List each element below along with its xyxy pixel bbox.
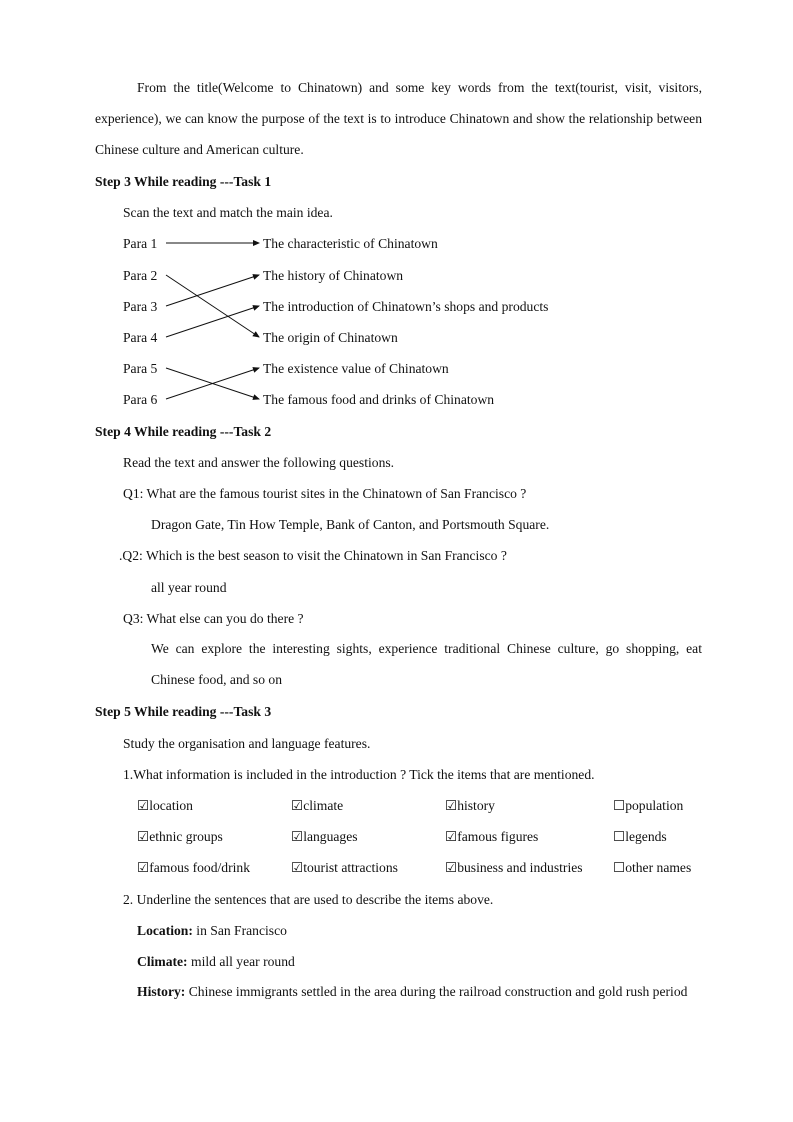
unchecked-box-icon: ☐ <box>613 798 626 813</box>
para-label: Para 5 <box>123 361 158 376</box>
location-line <box>137 924 287 938</box>
para-label: Para 1 <box>123 236 158 251</box>
checklist-item <box>291 830 358 844</box>
step5-question-1: 1.What information is included in the introduction ? Tick the items that are mentioned. <box>123 767 595 782</box>
checked-box-icon: ☑ <box>445 860 458 875</box>
checklist-label: ethnic groups <box>149 829 223 844</box>
checklist-label: famous food/drink <box>149 860 250 875</box>
history-label: History: <box>137 984 186 999</box>
checklist-label: languages <box>303 829 358 844</box>
checklist-label: location <box>149 798 193 813</box>
step3-instruction: Scan the text and match the main idea. <box>123 205 333 220</box>
history-line <box>137 976 716 1007</box>
main-idea: The famous food and drinks of Chinatown <box>263 392 495 407</box>
step4-heading: Step 4 While reading ---Task 2 <box>95 424 272 439</box>
checklist-label: history <box>457 798 495 813</box>
match-arrow <box>166 306 259 337</box>
main-idea: The characteristic of Chinatown <box>263 236 438 251</box>
main-idea: The introduction of Chinatown’s shops and products <box>263 299 549 314</box>
match-arrow <box>166 275 259 306</box>
checklist-item <box>291 799 343 813</box>
answer-3: We can explore the interesting sights, experience traditional Chinese culture, go shopping, eat Chinese food, and so on <box>151 641 702 688</box>
location-text: in San Francisco <box>192 923 287 938</box>
checklist-label: tourist attractions <box>303 860 398 875</box>
checked-box-icon: ☑ <box>445 829 458 844</box>
checklist-label: other names <box>625 860 692 875</box>
para-label: Para 2 <box>123 268 158 283</box>
main-idea: The existence value of Chinatown <box>263 361 449 376</box>
para-label: Para 3 <box>123 299 158 314</box>
checked-box-icon: ☑ <box>137 860 150 875</box>
checked-box-icon: ☑ <box>137 829 150 844</box>
para-label: Para 4 <box>123 330 158 345</box>
question-3: Q3: What else can you do there ? <box>123 611 304 626</box>
intro-paragraph: From the title(Welcome to Chinatown) and some key words from the text(tourist, visit, visitors, experience), we can know the purpose of the text is to introduce Chinatown and show the relationship between Chinese culture and American culture. <box>95 80 702 158</box>
step5-heading: Step 5 While reading ---Task 3 <box>95 704 272 719</box>
para-label: Para 6 <box>123 392 158 407</box>
question-1: Q1: What are the famous tourist sites in the Chinatown of San Francisco ? <box>123 486 527 501</box>
step5-instruction: Study the organisation and language features. <box>123 736 371 751</box>
match-arrow <box>166 275 259 337</box>
climate-label: Climate: <box>137 954 188 969</box>
checklist-label: climate <box>303 798 344 813</box>
match-lines <box>0 0 793 420</box>
unchecked-box-icon: ☐ <box>613 829 626 844</box>
checklist-item <box>445 861 583 875</box>
location-label: Location: <box>137 923 193 938</box>
checklist-label: population <box>625 798 684 813</box>
climate-line <box>137 955 295 969</box>
unchecked-box-icon: ☐ <box>613 860 626 875</box>
checklist-label: legends <box>625 829 667 844</box>
question-2: .Q2: Which is the best season to visit the Chinatown in San Francisco ? <box>119 548 507 563</box>
checklist-label: famous figures <box>457 829 539 844</box>
checklist-item <box>137 830 223 844</box>
answer-2: all year round <box>151 580 227 595</box>
step3-heading: Step 3 While reading ---Task 1 <box>95 174 272 189</box>
main-idea: The origin of Chinatown <box>263 330 398 345</box>
answer-1: Dragon Gate, Tin How Temple, Bank of Canton, and Portsmouth Square. <box>151 517 550 532</box>
checked-box-icon: ☑ <box>291 829 304 844</box>
checked-box-icon: ☑ <box>291 860 304 875</box>
checked-box-icon: ☑ <box>137 798 150 813</box>
checklist-item <box>291 861 398 875</box>
checklist-item <box>137 799 193 813</box>
checklist-item <box>445 799 495 813</box>
checked-box-icon: ☑ <box>445 798 458 813</box>
checklist-item <box>613 799 683 813</box>
checklist-item <box>613 861 691 875</box>
checked-box-icon: ☑ <box>291 798 304 813</box>
history-text: Chinese immigrants settled in the area during the railroad construction and gold rush period <box>185 984 688 999</box>
checklist-item <box>445 830 538 844</box>
climate-text: mild all year round <box>187 954 295 969</box>
main-idea: The history of Chinatown <box>263 268 404 283</box>
step4-instruction: Read the text and answer the following questions. <box>123 455 395 470</box>
checklist-label: business and industries <box>457 860 583 875</box>
step5-question-2: 2. Underline the sentences that are used to describe the items above. <box>123 892 494 907</box>
checklist-item <box>137 861 250 875</box>
checklist-item <box>613 830 667 844</box>
